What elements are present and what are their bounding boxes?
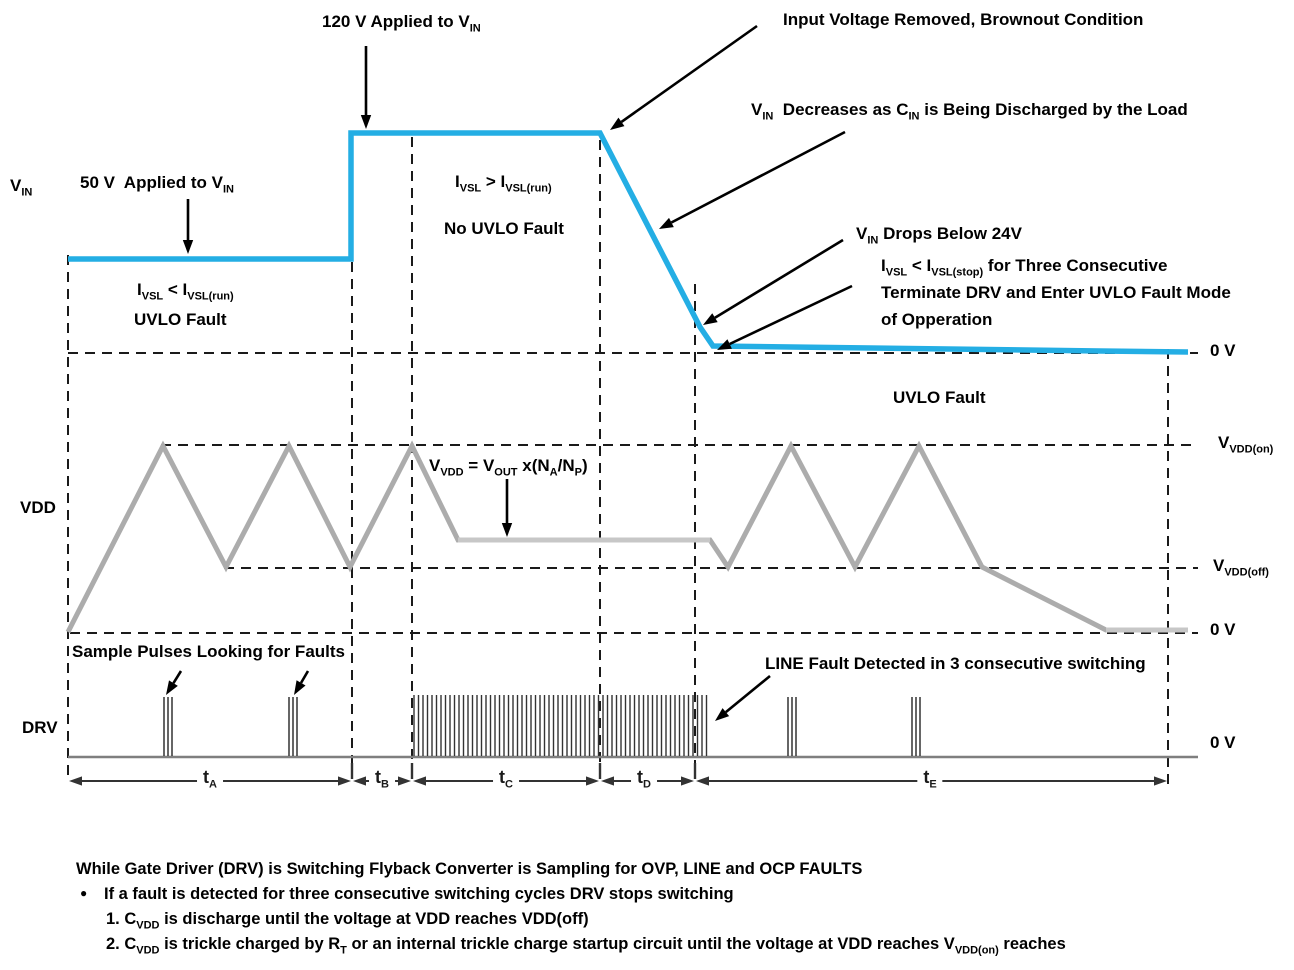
time-span-2-right-head <box>586 776 599 785</box>
label-ivsl-gt-run: $I_{VSL} > I_{VSL(run)}$ <box>455 172 552 195</box>
arrow-sample-1 <box>173 671 181 683</box>
note-4: 2. $C_{VDD}$ is trickle charged by $R_T$ or an internal trickle charge startup circuit until the voltage at VDD reaches $V_{VDD(on)}$ reaches <box>106 935 1066 957</box>
arrow-brownout-head <box>610 118 624 130</box>
arrow-50v-head <box>183 240 193 254</box>
time-label-t-d: $t_D$ <box>631 767 657 788</box>
label-sample-pulses: Sample Pulses Looking for Faults <box>72 642 345 661</box>
arrow-vin-decreases <box>671 132 845 223</box>
arrow-drops-24v-head <box>703 313 718 325</box>
vdd-axis-label: VDD <box>20 498 56 517</box>
vvdd-on-label: $V_{VDD(on)}$ <box>1218 433 1274 456</box>
time-label-t-a: $t_A$ <box>197 767 223 788</box>
arrow-120v-head <box>361 115 371 129</box>
label-vin-decreases: $V_{IN}$ Decreases as $C_{IN}$ is Being Discharged by the Load <box>751 100 1188 123</box>
arrow-ivsl-stop <box>730 286 852 344</box>
drv-zero-label: 0 V <box>1210 733 1236 752</box>
arrow-vin-decreases-head <box>659 218 674 229</box>
label-uvlo-fault-left: UVLO Fault <box>134 310 227 329</box>
time-span-1-left-head <box>353 776 366 785</box>
label-uvlo-fault-right: UVLO Fault <box>893 388 986 407</box>
arrow-sample-1-head <box>166 680 178 695</box>
time-label-t-e: $t_E$ <box>917 767 942 788</box>
time-span-4-left-head <box>696 776 709 785</box>
arrow-brownout <box>621 26 757 122</box>
time-span-3-left-head <box>601 776 614 785</box>
vin-zero-label: 0 V <box>1210 341 1236 360</box>
drv-axis-label: DRV <box>22 718 58 737</box>
arrow-sample-2-head <box>294 680 306 695</box>
label-drops-below-24v: $V_{IN}$ Drops Below 24V <box>856 224 1022 247</box>
time-span-2-left-head <box>413 776 426 785</box>
vin-axis-label: $V_{IN}$ <box>10 176 33 199</box>
time-span-0-right-head <box>338 776 351 785</box>
label-line-fault: LINE Fault Detected in 3 consecutive switching <box>765 654 1146 673</box>
vvdd-off-label: $V_{VDD(off)}$ <box>1213 556 1269 579</box>
arrow-vvdd-head <box>502 523 512 537</box>
vdd-zero-label: 0 V <box>1210 620 1236 639</box>
note-3: 1. $C_{VDD}$ is discharge until the voltage at VDD reaches VDD(off) <box>106 910 589 932</box>
label-brownout: Input Voltage Removed, Brownout Condition <box>783 10 1144 29</box>
label-120v-applied: 120 V Applied to $V_{IN}$ <box>322 12 481 35</box>
arrow-line-fault <box>726 676 770 712</box>
arrow-drops-24v <box>715 240 843 318</box>
label-50v-applied: 50 V Applied to $V_{IN}$ <box>80 173 234 196</box>
time-label-t-b: $t_B$ <box>369 767 395 788</box>
time-span-4-right-head <box>1154 776 1167 785</box>
time-span-1-right-head <box>398 776 411 785</box>
note-1: While Gate Driver (DRV) is Switching Flyback Converter is Sampling for OVP, LINE and OCP FAULTS <box>76 860 863 878</box>
label-no-uvlo-fault: No UVLO Fault <box>444 219 564 238</box>
time-span-0-left-head <box>69 776 82 785</box>
note-2-bullet: ● <box>80 886 88 900</box>
label-ivsl-lt-run: $I_{VSL} < I_{VSL(run)}$ <box>137 280 234 303</box>
time-label-t-c: $t_C$ <box>493 767 519 788</box>
time-span-3-right-head <box>681 776 694 785</box>
arrow-sample-2 <box>301 671 308 683</box>
label-ivsl-stop: $I_{VSL} < I_{VSL(stop)}$ for Three Consecutive Terminate DRV and Enter UVLO Fault Mode of Opperation <box>881 256 1231 329</box>
label-vvdd-equation: $V_{VDD} = V_{OUT}$ $x(N_A/N_P)$ <box>429 456 588 479</box>
note-2: If a fault is detected for three consecutive switching cycles DRV stops switching <box>104 885 734 903</box>
